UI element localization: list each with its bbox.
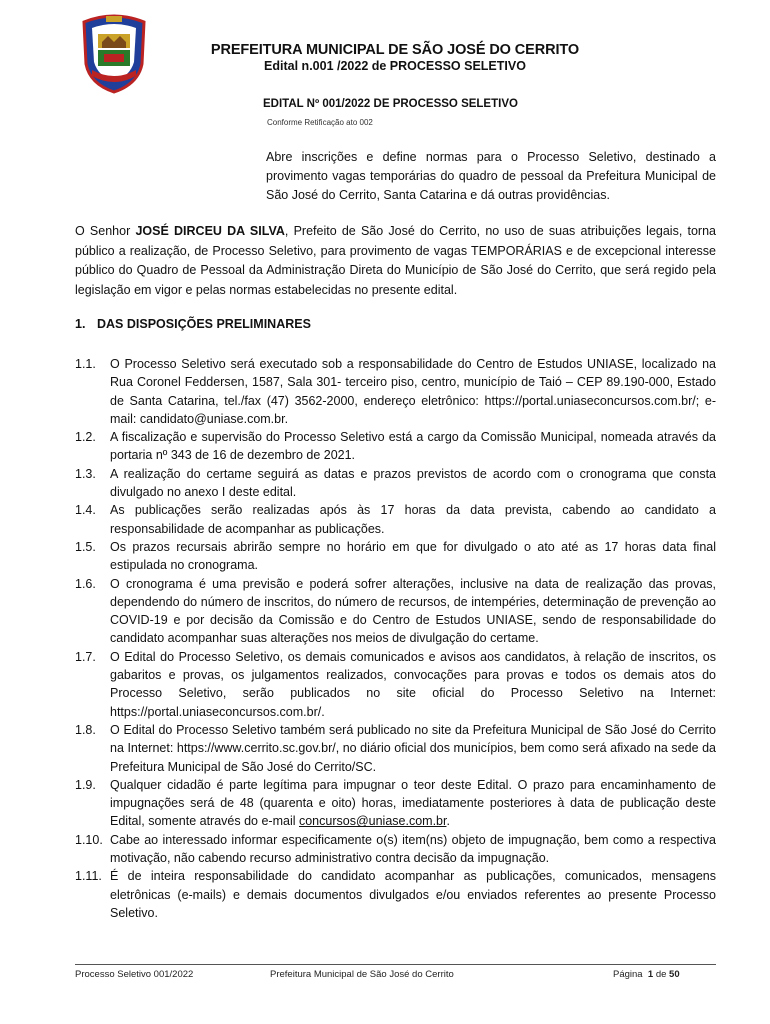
item-text: A fiscalização e supervisão do Processo Seletivo está a cargo da Comissão Municipal, nomeada através da portaria nº 343 de 16 de dezembro de 2021.	[110, 430, 716, 463]
page-number: 1	[647, 969, 654, 980]
edital-summary: Abre inscrições e define normas para o Processo Seletivo, destinado a provimento vagas temporárias do quadro de pessoal da Prefeitura Municipal de São José do Cerrito, Santa Catarina e dá outras providências.	[266, 150, 716, 202]
item-number: 1.1.	[75, 357, 96, 371]
item-number: 1.5.	[75, 539, 96, 554]
item-text: A realização do certame seguirá as datas e prazos previstos de acordo com o cronograma que consta divulgado no anexo I deste edital.	[110, 466, 716, 500]
section-number: 1.	[75, 317, 86, 331]
item-text: É de inteira responsabilidade do candidato acompanhar as publicações, comunicados, mensagens eletrônicas (e-mails) e demais documentos divulgados e/ou enviados referentes ao presente Processo Seletivo.	[110, 869, 716, 920]
list-item	[75, 648, 716, 721]
item-text: As publicações serão realizadas após às 17 horas da data prevista, cabendo ao candidato a responsabilidade de acompanhar as publicações.	[110, 503, 716, 536]
page-total: 50	[669, 969, 680, 980]
list-item	[75, 721, 716, 776]
preamble-paragraph	[75, 222, 716, 300]
item-number: 1.8.	[75, 722, 96, 737]
item-text-after: .	[446, 814, 450, 829]
item-text: O Processo Seletivo será executado sob a responsabilidade do Centro de Estudos UNIASE, localizado na Rua Coronel Feddersen, 1587, Sala 301- terceiro piso, centro, município de Taió – CEP 89.190-000, Estado de Santa Catarina, tel./fax (47) 3562-2000, endereço eletrônico: https://portal.uniaseconcursos.com.br/; e-mail: candidato@uniase.com.br.	[110, 357, 716, 426]
page-indicator	[613, 969, 680, 980]
item-number: 1.4.	[75, 503, 96, 518]
page-label: Página	[613, 969, 643, 980]
header-subtitle: Edital n.001 /2022 de PROCESSO SELETIVO	[264, 59, 526, 73]
footer-center: Prefeitura Municipal de São José do Cerrito	[270, 969, 454, 980]
item-text: O Edital do Processo Seletivo também será publicado no site da Prefeitura Municipal de São José do Cerrito na Internet: https://www.cerrito.sc.gov.br/, no diário oficial dos municípios, bem como será afixado na sede da Prefeitura Municipal de São José do Cerrito/SC.	[110, 722, 716, 774]
list-item	[75, 428, 716, 465]
item-number: 1.7.	[75, 649, 96, 664]
list-item	[75, 501, 716, 538]
item-text: Os prazos recursais abrirão sempre no horário em que for divulgado o ato até as 17 horas data final estipulada no cronograma.	[110, 539, 716, 573]
list-item	[75, 831, 716, 868]
footer-divider	[75, 964, 716, 965]
list-item	[75, 575, 716, 648]
item-text: O cronograma é uma previsão e poderá sofrer alterações, inclusive na data de realização das provas, dependendo do número de inscritos, do número de recursos, de intempéries, determinação de prevenção ao COVID-19 e por decisão da Comissão e do Centro de Estudos UNIASE, sendo de responsabilidade do candidato acompanhar suas alterações nos meios de divulgação do certame.	[110, 576, 716, 646]
section-heading	[75, 317, 311, 331]
section-title: DAS DISPOSIÇÕES PRELIMINARES	[97, 317, 311, 331]
item-number: 1.11.	[75, 869, 102, 884]
list-item	[75, 465, 716, 502]
list-item	[75, 538, 716, 575]
item-list	[75, 355, 716, 922]
item-number: 1.2.	[75, 430, 96, 445]
email-link[interactable]: concursos@uniase.com.br	[298, 814, 447, 829]
item-number: 1.6.	[75, 576, 96, 591]
item-text	[110, 776, 716, 831]
edital-title: EDITAL Nº 001/2022 DE PROCESSO SELETIVO	[263, 98, 518, 110]
list-item	[75, 867, 716, 922]
item-text-before: Qualquer cidadão é parte legítima para impugnar o teor deste Edital. O prazo para encaminhamento de impugnações será de 48 (quarenta e oito) horas, imediatamente posteriores à data de publicação deste Edital, somente através do e-mail	[110, 777, 716, 829]
list-item	[75, 355, 716, 428]
item-text: O Edital do Processo Seletivo, os demais comunicados e avisos aos candidatos, à relação de inscritos, os gabaritos e provas, os julgamentos realizados, convocações para provas e todos os demais atos do Processo Seletivo, serão publicados no site oficial do Processo Seletivo na Internet: https://portal.uniaseconcursos.com.br/.	[110, 649, 716, 719]
municipal-crest-logo	[78, 12, 150, 94]
preamble-rest: , Prefeito de São José do Cerrito, no uso de suas atribuições legais, torna público a realização, de Processo Seletivo, para provimento de vagas TEMPORÁRIAS e de excepcional interesse público do Quadro de Pessoal da Administração Direta do Município de São José do Cerrito, que será regido pela legislação em vigor e pelas normas estabelecidas no presente edital.	[75, 224, 716, 297]
item-number: 1.3.	[75, 466, 96, 481]
header-title: PREFEITURA MUNICIPAL DE SÃO JOSÉ DO CERRITO	[210, 42, 580, 58]
mayor-name: JOSÉ DIRCEU DA SILVA	[135, 224, 285, 238]
footer-left: Processo Seletivo 001/2022	[75, 969, 194, 980]
edital-note: Conforme Retificação ato 002	[267, 118, 373, 127]
of-label: de	[655, 969, 667, 980]
preamble-prefix: O Senhor	[75, 224, 136, 238]
list-item	[75, 776, 716, 831]
item-number: 1.10.	[75, 832, 103, 847]
item-number: 1.9.	[75, 777, 96, 792]
item-text: Cabe ao interessado informar especificamente o(s) item(ns) objeto de impugnação, bem como a respectiva motivação, não cabendo recurso administrativo contra decisão da impugnação.	[110, 832, 716, 866]
